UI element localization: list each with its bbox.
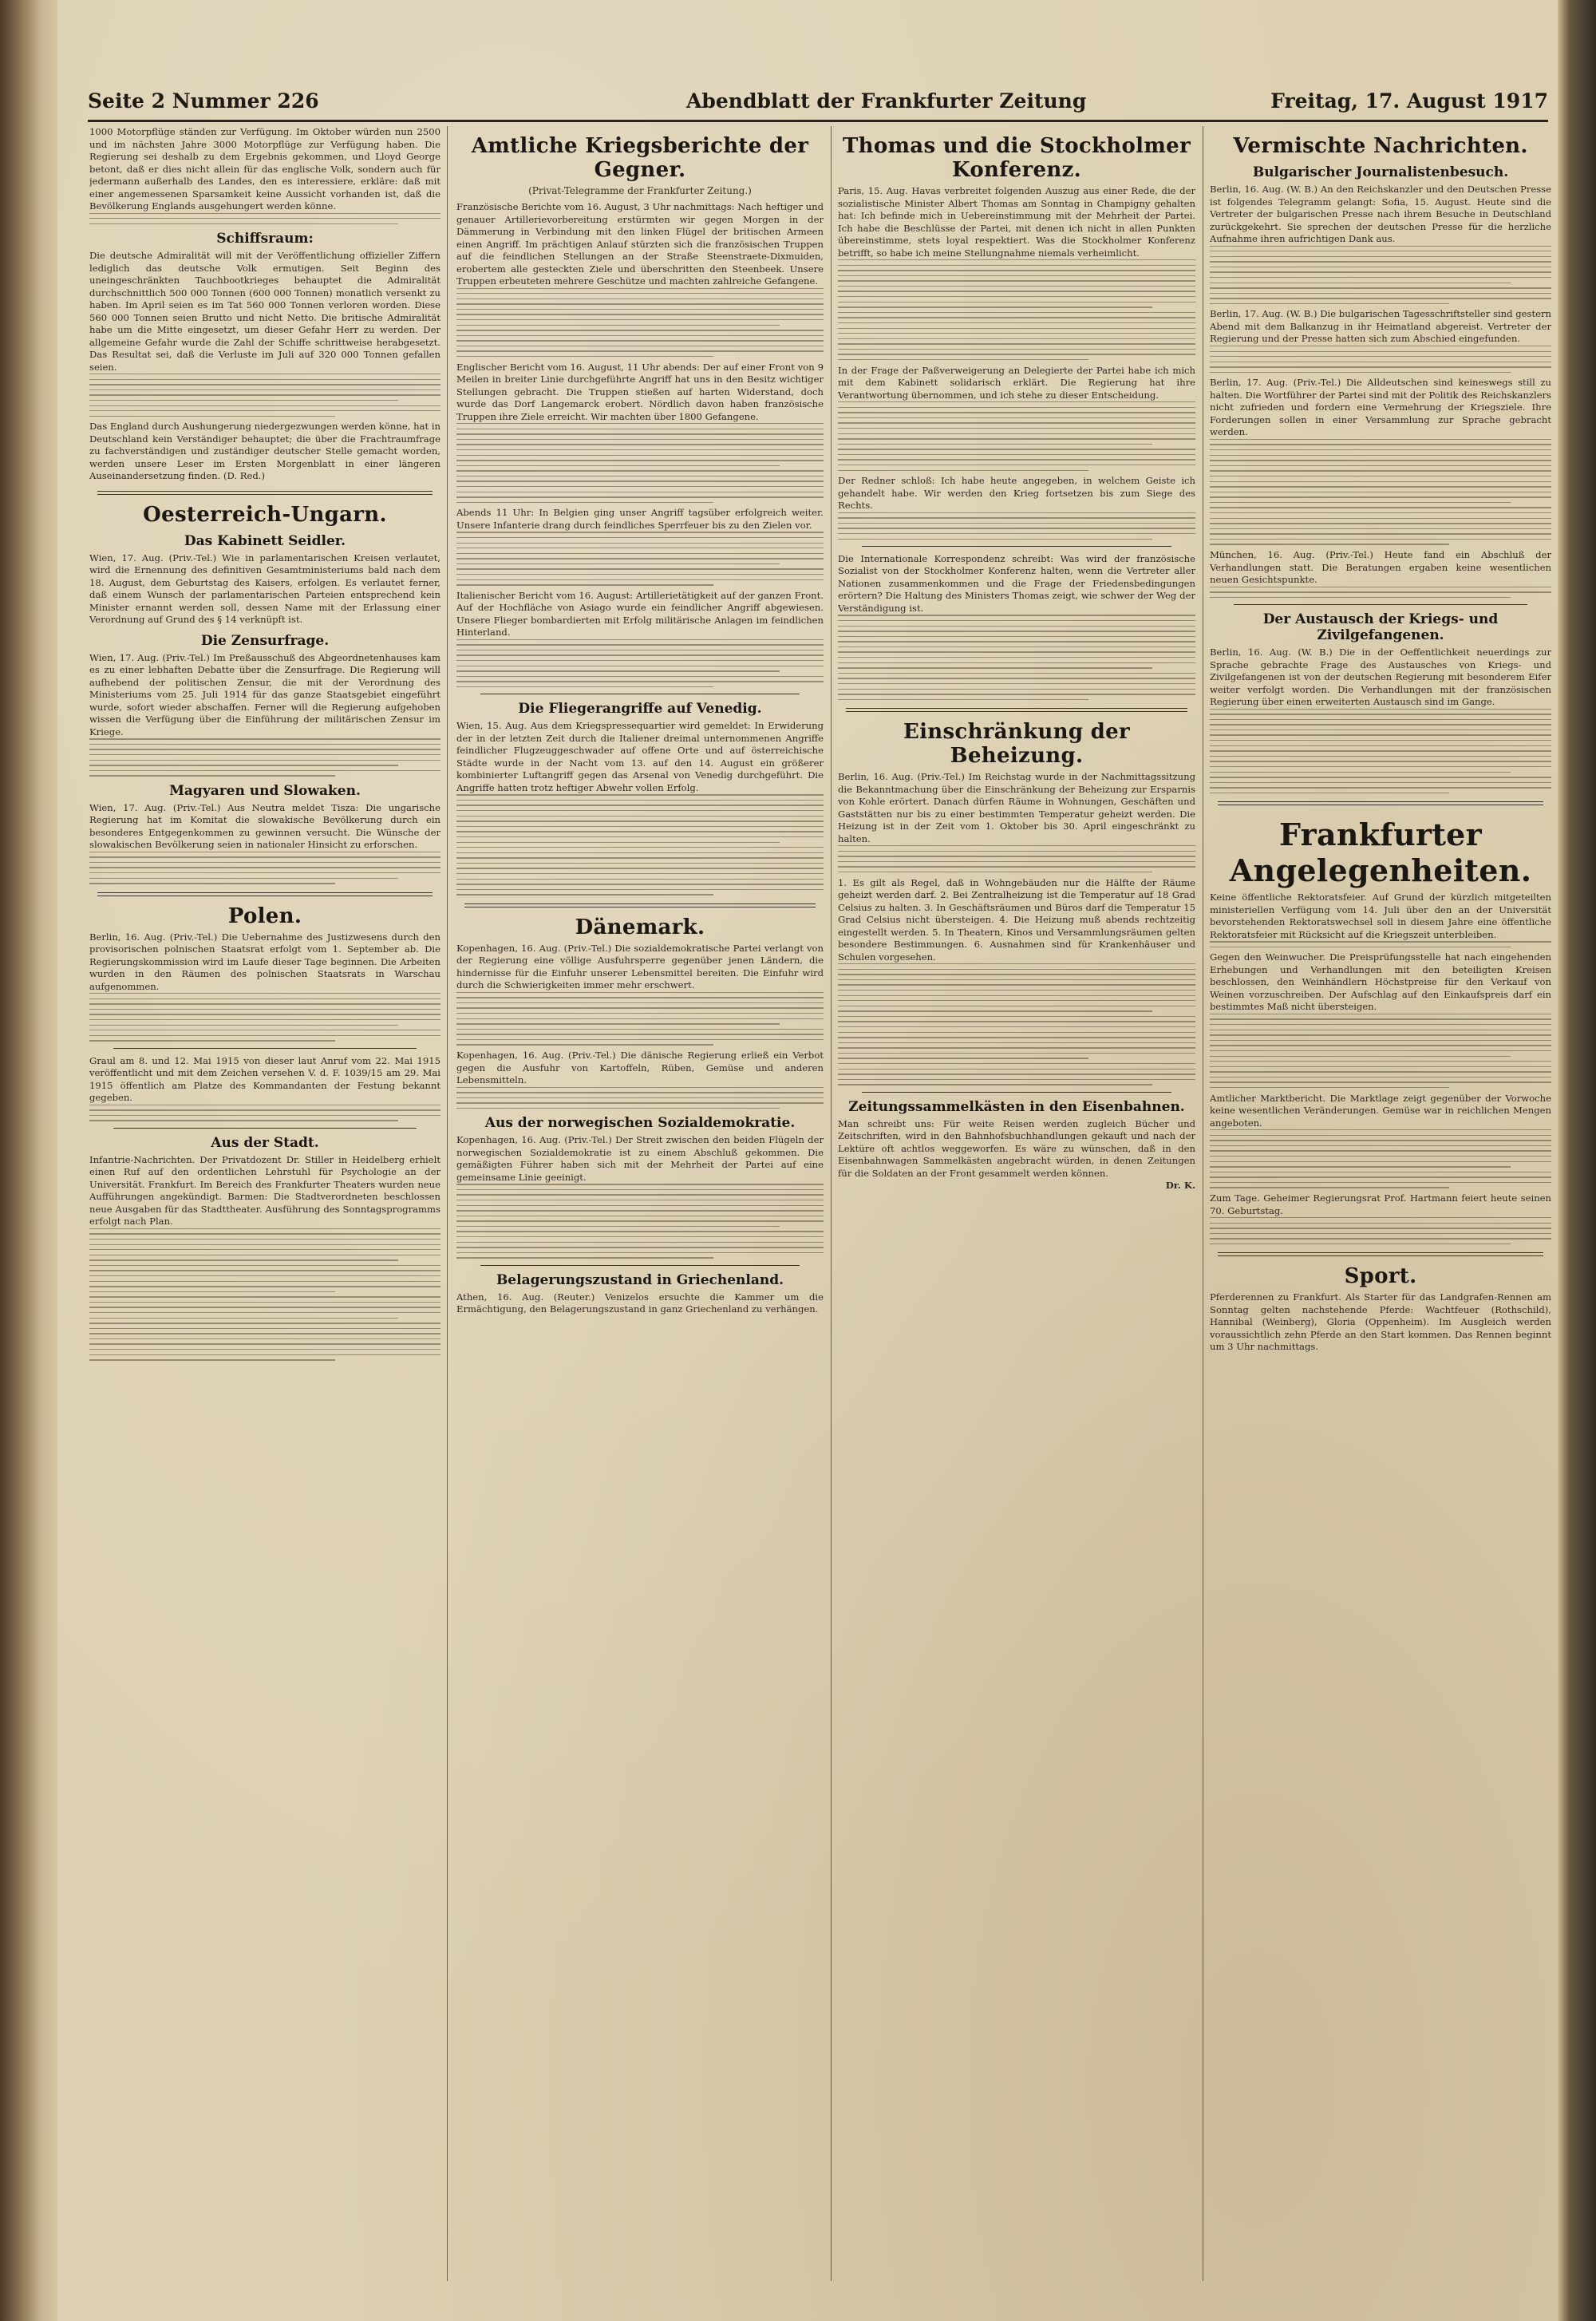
text-lines bbox=[1210, 1014, 1551, 1088]
column-3 bbox=[838, 126, 1195, 2281]
article-title: Magyaren und Slowaken. bbox=[169, 782, 361, 799]
article-text: Infantrie-Nachrichten. Der Privatdozent Dr. Stiller in Heidelberg erhielt einen Ruf auf den ordentlichen Lehrstuhl für Psychologie an der Universität. Frankfurt. Im Bereich des Frankfurter Theaters wurden neue Aufführungen angekündigt. Barmen: Die Stadtverordneten beschlossen neue Ausgaben für das Stadttheater. Ausführung des Sonntagsprogramms erfolgt nach Plan. bbox=[89, 1153, 440, 1228]
article-text: Englischer Bericht vom 16. August, 11 Uhr abends: Der auf einer Front von 9 Meilen in breiter Linie durchgeführte Angriff hat uns in den Besitz wichtiger Stellungen gebracht. Die Truppen stießen auf harten Widerstand, doch wurde das Dorf Langemarck erobert. Nördlich davon haben französische Truppen ihre Ziele erreicht. Wir machten über 1800 Gefangene. bbox=[456, 361, 824, 422]
section-rule bbox=[1234, 604, 1527, 605]
article-text: Paris, 15. Aug. Havas verbreitet folgenden Auszug aus einer Rede, die der sozialistische Minister Albert Thomas am Sonntag in Champigny gehalten hat: Ich befinde mich in Uebereinstimmung mit der Mehrheit der Partei. Ich habe die Beschlüsse der Partei, mit denen ich nicht in allen Punkten übereinstimme, stets loyal respektiert. Was die Stockholmer Konferenz betrifft, so habe ich meine Stellungnahme niemals verheimlicht. bbox=[838, 185, 1195, 259]
article-text: Athen, 16. Aug. (Reuter.) Venizelos ersuchte die Kammer um die Ermächtigung, den Belagerungszustand in ganz Griechenland zu verhängen. bbox=[456, 1291, 824, 1315]
article-text: Wien, 17. Aug. (Priv.-Tel.) Aus Neutra meldet Tisza: Die ungarische Regierung hat im Komitat die slowakische Bevölkerung durch ein besonderes Entgegenkommen zu gewinnen versucht. Die Wünsche der slowakischen Bevölkerung seien in nationaler Hinsicht zu erforschen. bbox=[89, 801, 440, 851]
text-lines bbox=[89, 1228, 440, 1361]
section-rule bbox=[97, 491, 433, 495]
article-title: Die Zensurfrage. bbox=[200, 632, 330, 649]
column-divider bbox=[447, 126, 448, 2281]
text-lines bbox=[456, 423, 824, 503]
section-rule bbox=[113, 1128, 417, 1129]
text-lines bbox=[1210, 439, 1551, 545]
section-rule bbox=[862, 546, 1171, 547]
article-text: München, 16. Aug. (Priv.-Tel.) Heute fand ein Abschluß der Verhandlungen statt. Die Beratungen ergaben keine wesentlichen neuen Gesichtspunkte. bbox=[1210, 549, 1551, 586]
text-lines bbox=[456, 639, 824, 688]
article-text: Kopenhagen, 16. Aug. (Priv.-Tel.) Die sozialdemokratische Partei verlangt von der Regierung eine völlige Ausfuhrsperre gegenüber jenen Ländern, die hindernisse für die Einfuhr unserer Lebensmittel bereiten. Die Einfuhr wird durch die Schwierigkeiten immer mehr erschwert. bbox=[456, 942, 824, 991]
text-lines bbox=[1210, 1217, 1551, 1244]
article-text: Der Redner schloß: Ich habe heute angegeben, in welchem Geiste ich gehandelt habe. Wir werden den Krieg fortsetzen bis zum Siege des Rechts. bbox=[838, 475, 1195, 512]
text-lines bbox=[838, 963, 1195, 1085]
article-text: Gegen den Weinwucher. Die Preisprüfungsstelle hat nach eingehenden Erhebungen und Verhandlungen mit den beteiligten Kreisen beschlossen, den Weinhändlern Höchstpreise für den Verkauf von Weinen vorzuschreiben. Der Aufschlag auf den Einkaufspreis darf ein bestimmtes Maß nicht übersteigen. bbox=[1210, 951, 1551, 1013]
article-text: Man schreibt uns: Für weite Reisen werden zugleich Bücher und Zeitschriften, wird in den Bahnhofsbuchhandlungen gekauft und nach der Lektüre oft achtlos weggeworfen. Es wäre zu wünschen, daß in den Eisenbahnwagen Sammelkästen angebracht würden, in denen Zeitungen für die Soldaten an der Front gesammelt werden können. bbox=[838, 1117, 1195, 1179]
section-title: Frankfurter Angelegenheiten. bbox=[1229, 817, 1532, 889]
book-edge-right bbox=[1558, 0, 1596, 2321]
article-text: Graul am 8. und 12. Mai 1915 von dieser laut Anruf vom 22. Mai 1915 veröffentlicht und mit dem Zeichen versehen V. d. F. 1039/15 am 29. Mai 1915 öffentlich am Platze des Kommandanten der Festung bekannt gegeben. bbox=[89, 1054, 440, 1104]
text-lines bbox=[838, 401, 1195, 471]
text-lines bbox=[89, 993, 440, 1042]
text-lines bbox=[89, 1105, 440, 1121]
text-lines bbox=[456, 1087, 824, 1109]
section-title: Oesterreich-Ungarn. bbox=[143, 502, 387, 527]
section-title: Vermischte Nachrichten. bbox=[1233, 134, 1528, 158]
text-lines bbox=[1210, 941, 1551, 947]
article-text: 1000 Motorpflüge ständen zur Verfügung. Im Oktober würden nun 2500 und im nächsten Jahre 3000 Motorpflüge zur Verfügung haben. Die Regierung sei deshalb zu dem Ergebnis gekommen, und Lloyd George betont, daß er dies nicht allein für das englische Volk, sondern auch für jedermann außerhalb des Landes, den es interessiere, erkläre: daß mit einer angemessenen Sparsamkeit keine Aussicht vorhanden ist, daß die Bevölkerung Englands ausgehungert werden könne. bbox=[89, 126, 440, 212]
section-rule bbox=[464, 903, 816, 907]
text-lines bbox=[89, 374, 440, 417]
article-title: Die Fliegerangriffe auf Venedig. bbox=[518, 701, 762, 718]
section-rule bbox=[1218, 801, 1543, 805]
issue-date: Freitag, 17. August 1917 bbox=[1270, 89, 1548, 113]
text-lines bbox=[1210, 1129, 1551, 1188]
text-lines bbox=[1210, 246, 1551, 305]
article-text: Kopenhagen, 16. Aug. (Priv.-Tel.) Der Streit zwischen den beiden Flügeln der norwegischen Sozialdemokratie ist zu einem Abschluß gekommen. Die gemäßigten Führer haben sich mit der Mehrheit der Partei auf eine gemeinsame Linie geeinigt. bbox=[456, 1134, 824, 1183]
section-rule bbox=[480, 1265, 800, 1266]
page-label: Seite 2 Nummer 226 bbox=[88, 89, 319, 113]
text-lines bbox=[1210, 709, 1551, 794]
article-title: Bulgarischer Journalistenbesuch. bbox=[1252, 164, 1509, 180]
article-title: Aus der Stadt. bbox=[211, 1134, 319, 1151]
article-text: Abends 11 Uhr: In Belgien ging unser Angriff tagsüber erfolgreich weiter. Unsere Infanterie drang durch feindliches Sperrfeuer bis zu den Zielen vor. bbox=[456, 507, 824, 531]
article-text: Französische Berichte vom 16. August, 3 Uhr nachmittags: Nach heftiger und genauer Artillerievorbereitung erstürmten wir gegen Morgen in der Dämmerung in Verbindung mit den linken Flügel der britischen Armeen einen Angriff. Im prächtigen Anlauf stürzten sich die französischen Truppen auf die feindlichen Stellungen an der Straße Steenstraete-Dixmuiden, erobertem alle gesteckten Ziele und überschritten den Steenbeek. Unsere Truppen erbeuteten mehrere Geschütze und machten zahlreiche Gefangene. bbox=[456, 201, 824, 287]
article-text: Zum Tage. Geheimer Regierungsrat Prof. Hartmann feiert heute seinen 70. Geburtstag. bbox=[1210, 1192, 1551, 1216]
article-text: Amtlicher Marktbericht. Die Marktlage zeigt gegenüber der Vorwoche keine wesentlichen Veränderungen. Gemüse war in reichlichen Mengen angeboten. bbox=[1210, 1092, 1551, 1129]
article-text: Berlin, 16. Aug. (W. B.) Die in der Oeffentlichkeit neuerdings zur Sprache gebrachte Frage des Austausches von Kriegs- und Zivilgefangenen ist von der deutschen Regierung mit besonderem Eifer weiter verfolgt worden. Die Verhandlungen mit der französischen Regierung über einen erweiterten Austausch sind im Gange. bbox=[1210, 646, 1551, 708]
masthead: Abendblatt der Frankfurter Zeitung bbox=[686, 89, 1087, 113]
text-lines bbox=[456, 992, 824, 1046]
article-text: Berlin, 16. Aug. (W. B.) An den Reichskanzler und den Deutschen Presse ist folgendes Telegramm gelangt: Sofia, 15. August. Heute sind die Vertreter der bulgarischen Presse nach ihrem Besuche in Deutschland zurückgekehrt. Sie sprechen der deutschen Presse für die herzliche Aufnahme ihren aufrichtigen Dank aus. bbox=[1210, 184, 1551, 244]
text-lines bbox=[838, 259, 1195, 360]
text-lines bbox=[1210, 587, 1551, 599]
section-title: Thomas und die Stockholmer Konferenz. bbox=[843, 134, 1191, 182]
article-text: In der Frage der Paßverweigerung an Delegierte der Partei habe ich mich mit dem Kabinett solidarisch erklärt. Die Regierung hat ihre Verantwortung übernommen, und ich stehe zu dieser Entscheidung. bbox=[838, 364, 1195, 401]
section-rule bbox=[1218, 1252, 1543, 1256]
article-text: Die deutsche Admiralität will mit der Veröffentlichung offizieller Ziffern lediglich das deutsche Volk ermutigen. Seit Beginn des uneingeschränkten Tauchbootkrieges behauptet die Admiralität durchschnittlich 500 000 Tonnen (600 000 Tonnen) monatlich versenkt zu haben. Im April seien es im Tat 560 000 Tonnen verloren worden. Diese 560 000 Tonnen seien Brutto und nicht Netto. Die britische Admiralität habe um die Mitte eingesetzt, um dieser Gefahr Herr zu werden. Der allgemeine Gefahr wurde die Zahl der Schiffe schrittweise herabgesetzt. Das Resultat sei, daß die Verluste im Juli auf 320 000 Tonnen gefallen seien. bbox=[89, 250, 440, 373]
section-rule bbox=[846, 708, 1187, 712]
text-lines bbox=[89, 213, 440, 225]
article-title: Der Austausch der Kriegs- und Zivilgefangenen. bbox=[1262, 611, 1499, 644]
article-text: Berlin, 17. Aug. (Priv.-Tel.) Die Alldeutschen sind keineswegs still zu halten. Die Wortführer der Partei sind mit der Politik des Reichskanzlers nicht zufrieden und fordern eine Vermehrung der Kriegsziele. Ihre Forderungen sollen in einer Versammlung zur Sprache gebracht werden. bbox=[1210, 377, 1551, 438]
article-text: Berlin, 17. Aug. (W. B.) Die bulgarischen Tagesschriftsteller sind gestern Abend mit dem Balkanzug in ihr Heimatland abgereist. Vertreter der Regierung und der Presse hatten sich zum Abschied eingefunden. bbox=[1210, 308, 1551, 345]
text-lines bbox=[838, 845, 1195, 872]
signature: Dr. K. bbox=[1165, 1180, 1195, 1192]
article-text: 1. Es gilt als Regel, daß in Wohngebäuden nur die Hälfte der Räume geheizt werden darf. 2. Bei Zentralheizung ist die Temperatur auf 18 Grad Celsius zu halten. 3. In Geschäftsräumen und Büros darf die Temperatur 15 Grad Celsius nicht übersteigen. 4. Die Heizung muß abends rechtzeitig eingestellt werden. 5. In Theatern, Kinos und Versammlungsräumen gelten besondere Bestimmungen. 6. Ausnahmen sind für Krankenhäuser und Schulen vorgesehen. bbox=[838, 876, 1195, 963]
article-text: Keine öffentliche Rektoratsfeier. Auf Grund der kürzlich mitgeteilten ministeriellen Verfügung vom 14. Juli über den an der Universität bevorstehenden Rektoratswechsel soll in diesem Jahre eine öffentliche Rektoratsfeier mit Rücksicht auf die Kriegszeit unterbleiben. bbox=[1210, 892, 1551, 940]
section-heading: Schiffsraum: bbox=[216, 231, 314, 247]
text-lines bbox=[456, 794, 824, 895]
section-title: Sport. bbox=[1344, 1264, 1417, 1289]
column-divider bbox=[831, 126, 832, 2281]
article-title: Zeitungssammelkästen in den Eisenbahnen. bbox=[848, 1098, 1185, 1115]
article-text: Kopenhagen, 16. Aug. (Priv.-Tel.) Die dänische Regierung erließ ein Verbot gegen die Ausfuhr von Kartoffeln, Rüben, Gemüse und anderen Lebensmitteln. bbox=[456, 1050, 824, 1086]
text-lines bbox=[89, 852, 440, 884]
section-rule bbox=[113, 1048, 417, 1049]
header-rule bbox=[88, 120, 1548, 122]
section-subtitle: (Privat-Telegramme der Frankfurter Zeitung.) bbox=[528, 185, 752, 196]
running-head bbox=[88, 89, 1548, 121]
section-title: Dänemark. bbox=[575, 915, 705, 939]
section-title: Amtliche Kriegsberichte der Gegner. bbox=[471, 134, 809, 182]
book-binding-left bbox=[0, 0, 57, 2321]
article-text: Pferderennen zu Frankfurt. Als Starter für das Landgrafen-Rennen am Sonntag gelten nachstehende Pferde: Wachtfeuer (Rothschild), Hannibal (Weinberg), Gloria (Oppenheim). Im Ausgleich werden voraussichtlich zehn Pferde an den Start kommen. Das Rennen beginnt um 3 Uhr nachmittags. bbox=[1210, 1291, 1551, 1353]
section-title: Einschränkung der Beheizung. bbox=[903, 720, 1130, 769]
article-text: Berlin, 16. Aug. (Priv.-Tel.) Die Uebernahme des Justizwesens durch den provisorischen polnischen Staatsrat erfolgt vom 1. September ab. Die Regierungskommission wird im Laufe dieser Tage beginnen. Die Arbeiten wurden in den Räumen des polnischen Staatsrats in Warschau aufgenommen. bbox=[89, 931, 440, 992]
section-rule bbox=[862, 1092, 1171, 1093]
editor-note: Das England durch Aushungerung niedergezwungen werden könne, hat in Deutschland kein Verständiger behauptet; die über die Frachtraumfrage zu fachverständigen und zuständiger deutscher Stelle gemacht worden, werden unsere Leser im Ersten Morgenblatt in einer längeren Auseinandersetzung finden. (D. Red.) bbox=[89, 421, 440, 482]
text-lines bbox=[456, 1184, 824, 1258]
column-1 bbox=[89, 126, 440, 2281]
article-text: Italienischer Bericht vom 16. August: Artillerietätigkeit auf der ganzen Front. Auf der Hochfläche von Asiago wurde ein feindlicher Angriff abgewiesen. Unsere Flieger bombardierten mit Erfolg militärische Anlagen im feindlichen Hinterland. bbox=[456, 589, 824, 639]
text-lines bbox=[456, 288, 824, 358]
article-text: Wien, 17. Aug. (Priv.-Tel.) Wie in parlamentarischen Kreisen verlautet, wird die Ernennung des definitiven Gesamtministeriums bald nach dem 18. August, dem Geburtstag des Kaisers, erfolgen. Es verlautet ferner, daß einem Wunsch der parlamentarischen Parteien entsprechend kein Minister ernannt werden soll, dessen Name mit der Erlassung einer Verordnung auf Grund des § 14 verknüpft ist. bbox=[89, 552, 440, 626]
text-lines bbox=[89, 738, 440, 776]
text-lines bbox=[838, 615, 1195, 700]
article-title: Das Kabinett Seidler. bbox=[184, 532, 346, 549]
article-text: Die Internationale Korrespondenz schreibt: Was wird der französische Sozialist von der Stockholmer Konferenz halten, wenn die Vertreter aller Nationen zusammenkommen und die Frage der Friedensbedingungen erörtern? Die Haltung des Ministers Thomas zeigt, wie schwer der Weg der Verständigung ist. bbox=[838, 552, 1195, 614]
article-text: Wien, 15. Aug. Aus dem Kriegspressequartier wird gemeldet: In Erwiderung der in der letzten Zeit durch die Italiener dreimal unternommenen Angriffe feindlicher Flugzeuggeschwader auf offene Orte und auf österreichische Städte wurde in der Nacht vom 13. auf den 14. August ein größerer kombinierter Luftangriff gegen das Arsenal von Venedig durchgeführt. Die Angriffe hatten trotz heftiger Abwehr vollen Erfolg. bbox=[456, 720, 824, 793]
text-lines bbox=[456, 532, 824, 585]
article-text: Berlin, 16. Aug. (Priv.-Tel.) Im Reichstag wurde in der Nachmittagssitzung die Bekanntmachung über die Einschränkung der Beheizung zur Ersparnis von Kohle erörtert. Danach dürfen Räume in Wohnungen, Geschäften und Gaststätten nur bis zu einer bestimmten Temperatur geheizt werden. Die Heizung ist in der Zeit vom 1. Oktober bis 30. April eingeschränkt zu halten. bbox=[838, 771, 1195, 844]
article-text: Wien, 17. Aug. (Priv.-Tel.) Im Preßausschuß des Abgeordnetenhauses kam es zu einer lebhaften Debatte über die Zensurfrage. Die Regierung will aufhebend der politischen Zensur, die mit der Verordnung des Ministeriums vom 25. Juli 1914 für das ganze Staatsgebiet eingeführt wurde, sofort wieder abschaffen. Ferner will die Regierung aufgehoben wissen die Verfügung über die Einführung der militärischen Zensur im Kriege. bbox=[89, 651, 440, 737]
text-lines bbox=[838, 512, 1195, 540]
article-title: Belagerungszustand in Griechenland. bbox=[496, 1271, 784, 1288]
column-4 bbox=[1210, 126, 1551, 2281]
section-title: Polen. bbox=[227, 903, 302, 928]
column-2 bbox=[456, 126, 824, 2281]
section-rule bbox=[97, 892, 433, 896]
article-title: Aus der norwegischen Sozialdemokratie. bbox=[484, 1115, 796, 1132]
text-lines bbox=[1210, 346, 1551, 373]
